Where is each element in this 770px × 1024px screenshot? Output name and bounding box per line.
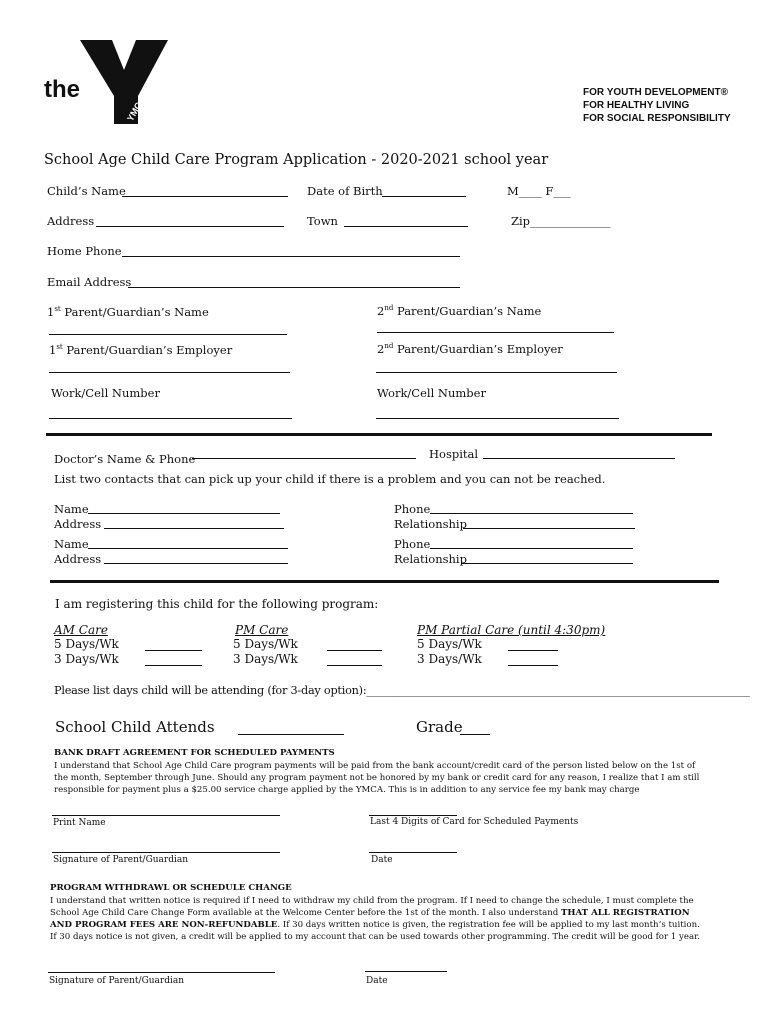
town-label: Town (307, 214, 338, 228)
contact2-name-label: Name (54, 537, 89, 551)
parent1-name-field[interactable] (49, 334, 287, 335)
pm-3day-field[interactable] (327, 665, 382, 666)
partial-3day-field[interactable] (508, 665, 558, 666)
pm-3day-label: 3 Days/Wk (233, 652, 298, 666)
print-name-field[interactable] (52, 815, 280, 816)
email-field[interactable] (128, 287, 460, 288)
print-name-label: Print Name (53, 818, 106, 828)
pm-5day-label: 5 Days/Wk (233, 637, 298, 651)
contact2-address-label: Address (54, 552, 102, 566)
pm-5day-field[interactable] (327, 650, 382, 651)
contact1-address-label: Address (54, 517, 102, 531)
section-divider (50, 580, 719, 583)
am-care-heading: AM Care (54, 623, 108, 637)
parent2-name-label: 2nd Parent/Guardian’s Name (377, 304, 542, 318)
contact2-phone-label: Phone (394, 537, 431, 551)
parent1-work-label: Work/Cell Number (51, 386, 160, 400)
tagline: FOR HEALTHY LIVING (583, 100, 690, 111)
am-3day-label: 3 Days/Wk (54, 652, 119, 666)
contact1-relationship-field[interactable] (463, 528, 635, 529)
parent1-employer-label: 1st Parent/Guardian’s Employer (49, 343, 233, 357)
parent1-employer-field[interactable] (49, 372, 290, 373)
parent2-employer-label: 2nd Parent/Guardian’s Employer (377, 342, 563, 356)
logo-mark: YMCA (125, 95, 147, 123)
am-5day-label: 5 Days/Wk (54, 637, 119, 651)
contacts-intro: List two contacts that can pick up your child if there is a problem and you can not be reached. (54, 472, 606, 486)
partial-5day-field[interactable] (508, 650, 558, 651)
withdraw-signature-field[interactable] (48, 972, 275, 973)
child-name-field[interactable] (122, 196, 288, 197)
contact2-relationship-field[interactable] (461, 563, 633, 564)
home-phone-field[interactable] (122, 256, 460, 257)
parent2-employer-field[interactable] (376, 372, 617, 373)
contact1-name-label: Name (54, 502, 89, 516)
ymca-logo (42, 38, 172, 128)
dob-label: Date of Birth (307, 184, 383, 198)
partial-3day-label: 3 Days/Wk (417, 652, 482, 666)
withdraw-date-field[interactable] (365, 971, 447, 972)
bank-signature-label: Signature of Parent/Guardian (53, 855, 189, 865)
withdraw-body: I understand that written notice is required if I need to withdraw my child from the program. If I need to change the schedule, I must complete the School Age Child Care Change Form available at the Welcome Center before the 1st of the month. I also understand THAT ALL REGISTRATION AND PROGRAM FEES ARE NON-REFUNDABLE. If 30 days written notice is given, the registration fee will be applied to my last month’s tuition. If 30 days notice is not given, a credit will be applied to my account that can be used towards other programming. The credit will be good for 1 year. (50, 896, 700, 942)
parent2-work-field[interactable] (376, 418, 619, 419)
withdraw-date-label: Date (366, 976, 388, 986)
contact1-phone-field[interactable] (430, 513, 633, 514)
days-attending-field[interactable]: Please list days child will be attending (for 3-day option):_______________________________________________________________________ (54, 684, 750, 697)
town-field[interactable] (344, 226, 468, 227)
dob-field[interactable] (382, 196, 466, 197)
pm-care-heading: PM Care (235, 623, 289, 637)
school-field[interactable] (238, 734, 344, 735)
parent2-name-field[interactable] (377, 332, 614, 333)
form-title: School Age Child Care Program Application - 2020-2021 school year (44, 152, 549, 168)
school-label: School Child Attends (55, 718, 215, 736)
contact2-name-field[interactable] (88, 548, 288, 549)
hospital-label: Hospital (429, 447, 479, 461)
tagline: FOR YOUTH DEVELOPMENT® (583, 87, 728, 98)
y-mark-icon (76, 38, 172, 128)
logo-word: the (44, 76, 80, 103)
bank-date-field[interactable] (369, 852, 457, 853)
contact1-phone-label: Phone (394, 502, 431, 516)
contact2-phone-field[interactable] (430, 548, 633, 549)
child-name-label: Child’s Name (47, 184, 126, 198)
section-divider (46, 433, 712, 436)
address-field[interactable] (96, 226, 284, 227)
program-intro: I am registering this child for the following program: (55, 597, 379, 611)
bank-date-label: Date (371, 855, 393, 865)
contact1-address-field[interactable] (104, 528, 284, 529)
tagline: FOR SOCIAL RESPONSIBILITY (583, 113, 731, 124)
bank-signature-field[interactable] (52, 852, 280, 853)
withdraw-heading: PROGRAM WITHDRAWL OR SCHEDULE CHANGE (50, 883, 292, 893)
partial-5day-label: 5 Days/Wk (417, 637, 482, 651)
contact1-name-field[interactable] (88, 513, 280, 514)
grade-label: Grade (416, 718, 463, 736)
home-phone-label: Home Phone (47, 244, 122, 258)
bank-heading: BANK DRAFT AGREEMENT FOR SCHEDULED PAYMENTS (54, 748, 335, 758)
parent1-name-label: 1st Parent/Guardian’s Name (47, 305, 209, 319)
withdraw-signature-label: Signature of Parent/Guardian (49, 976, 185, 986)
parent2-work-label: Work/Cell Number (377, 386, 486, 400)
doctor-label: Doctor’s Name & Phone (54, 452, 196, 466)
sex-field[interactable]: M____ F___ (507, 184, 571, 198)
parent1-work-field[interactable] (49, 418, 292, 419)
contact2-relationship-label: Relationship (394, 552, 467, 566)
hospital-field[interactable] (483, 458, 675, 459)
zip-field[interactable]: Zip______________ (511, 214, 611, 228)
address-label: Address (47, 214, 95, 228)
contact1-relationship-label: Relationship (394, 517, 467, 531)
am-3day-field[interactable] (145, 665, 202, 666)
contact2-address-field[interactable] (104, 563, 288, 564)
grade-field[interactable] (460, 734, 490, 735)
last4-label: Last 4 Digits of Card for Scheduled Payments (370, 817, 579, 827)
pm-partial-heading: PM Partial Care (until 4:30pm) (417, 623, 606, 637)
last4-field[interactable] (369, 815, 457, 816)
email-label: Email Address (47, 275, 132, 289)
taglines (583, 86, 731, 125)
bank-body: I understand that School Age Child Care program payments will be paid from the bank account/credit card of the person listed below on the 1st of the month, September through June. Should any program payment not be honored by my bank or credit card for any reason, I realize that I am still responsible for payment plus a $25.00 service charge applied by the YMCA. This is in addition to any service fee my bank may charge (54, 761, 700, 795)
doctor-field[interactable] (192, 458, 416, 459)
am-5day-field[interactable] (145, 650, 202, 651)
